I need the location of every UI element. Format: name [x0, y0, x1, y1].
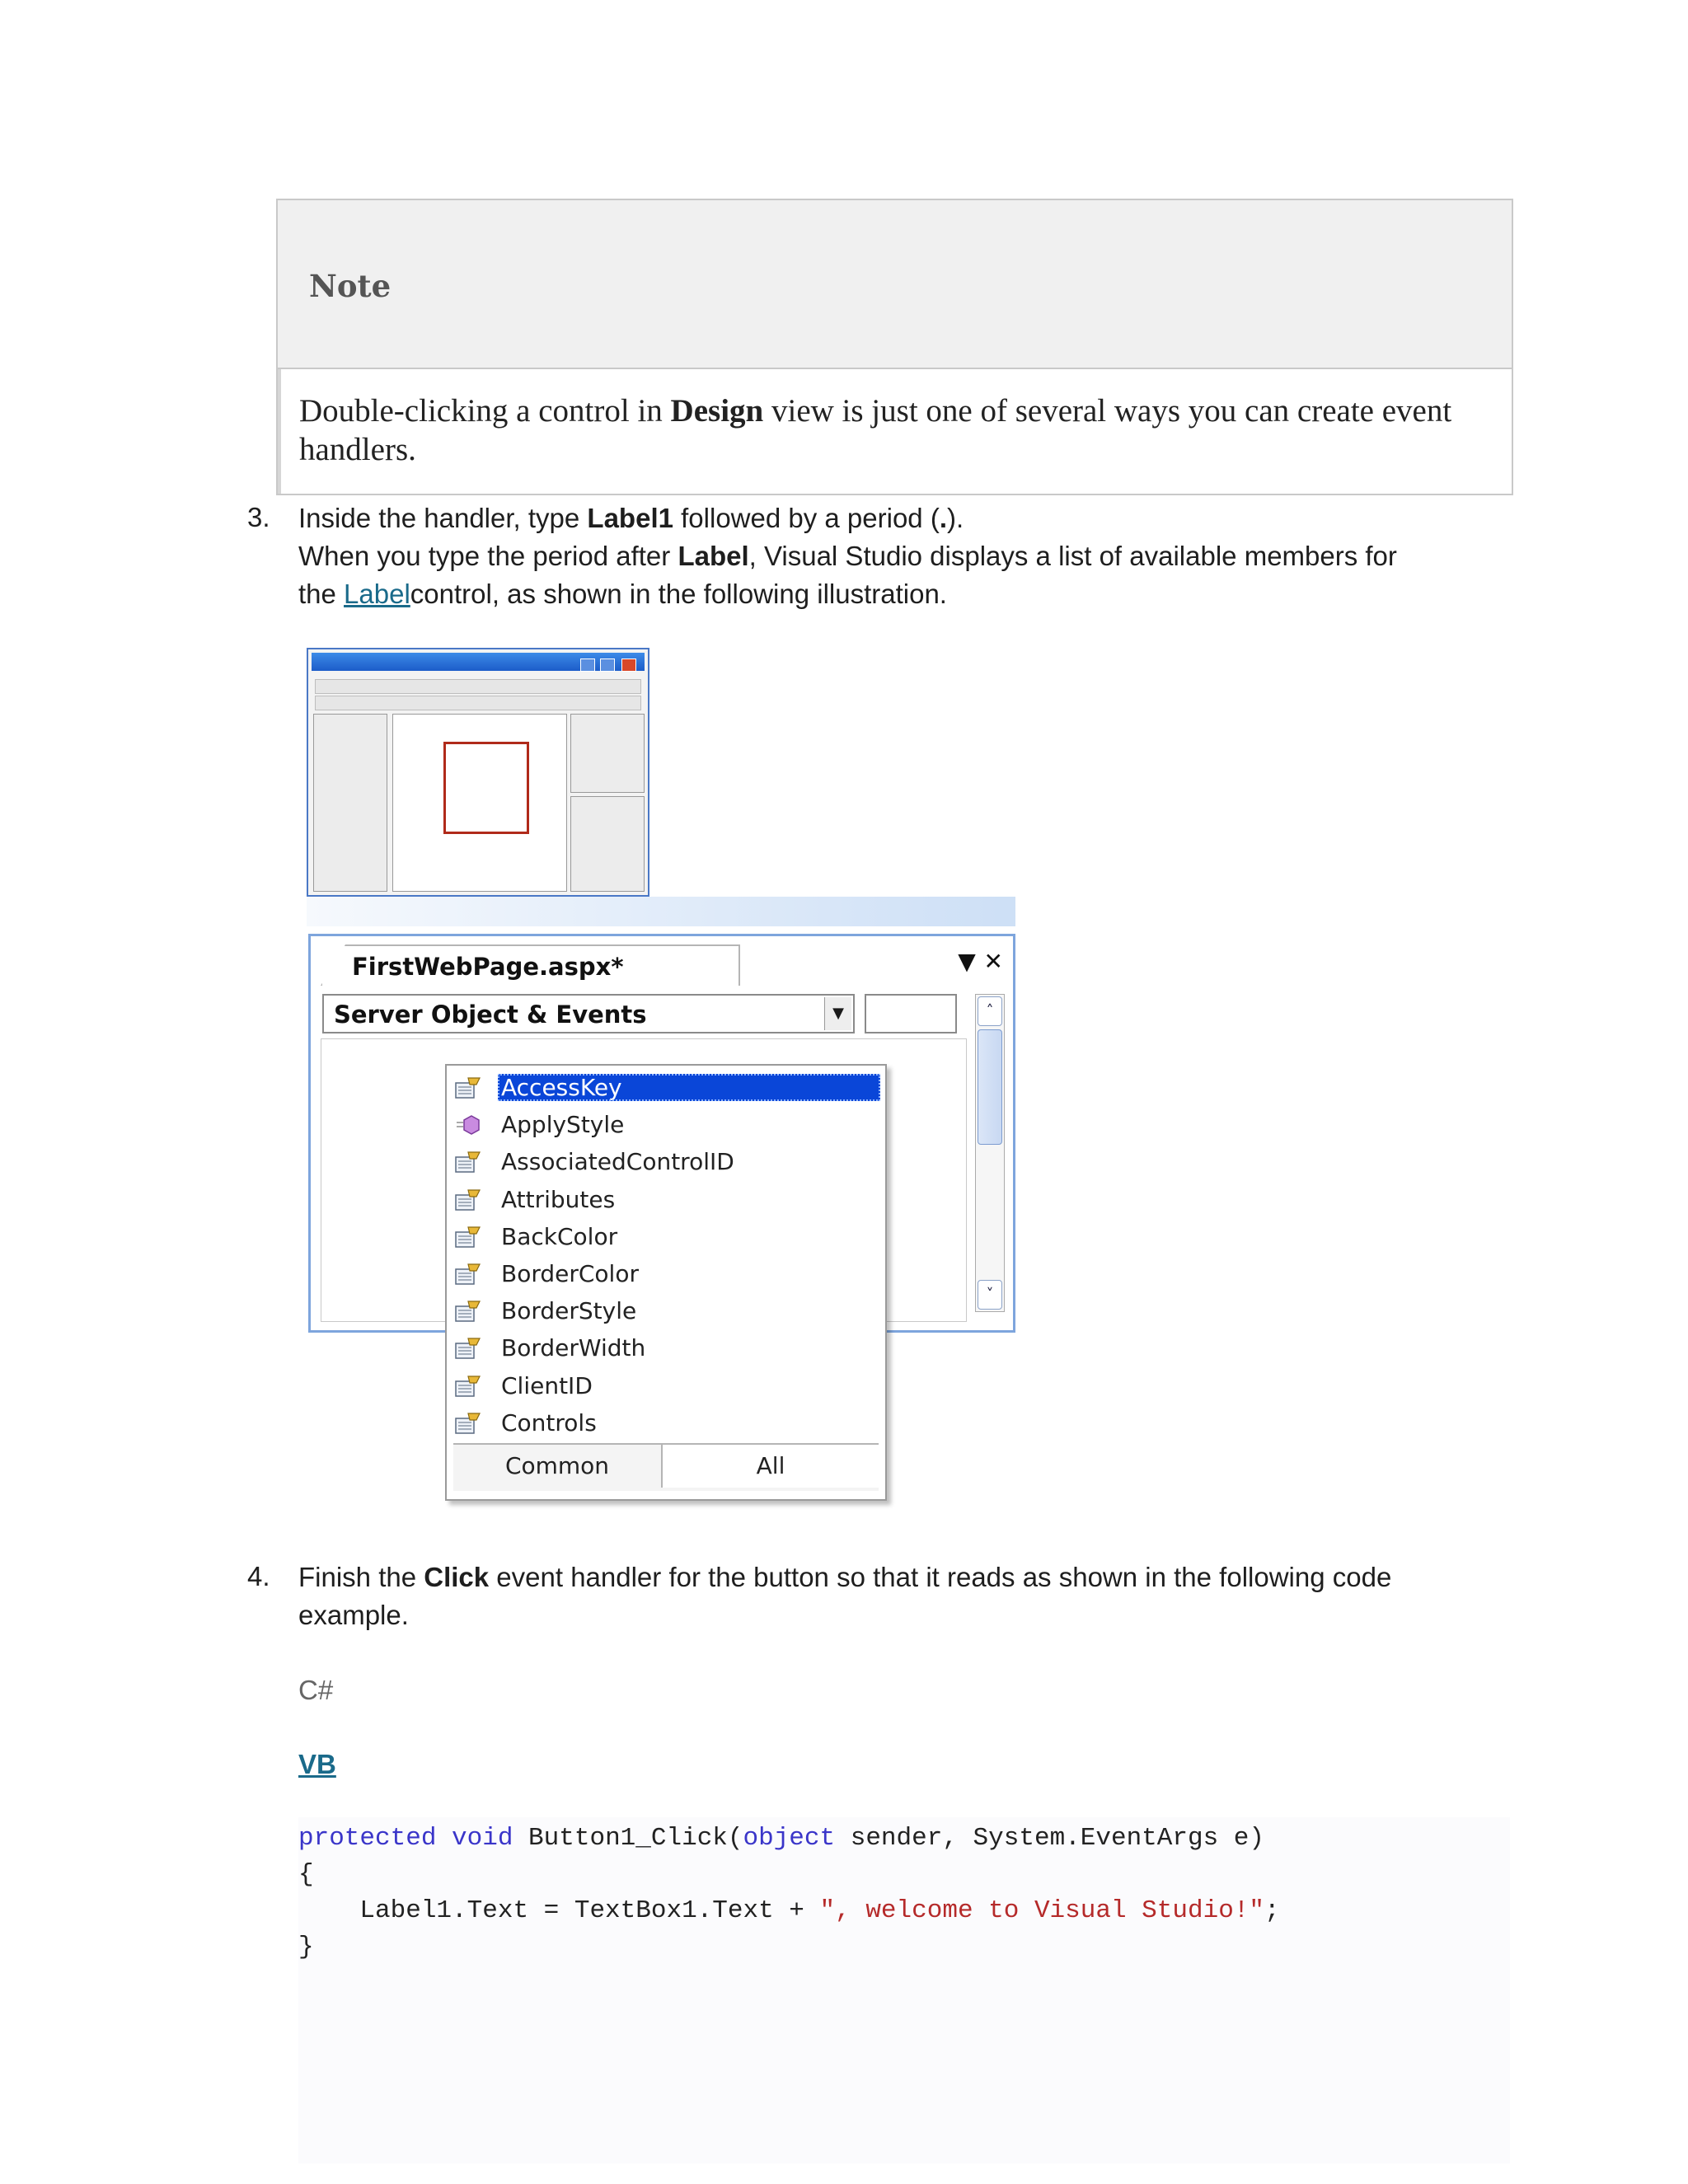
- mini-highlight-box: [443, 742, 529, 834]
- mini-menu-bar: [315, 679, 641, 694]
- mini-window-thumbnail: [307, 648, 649, 897]
- member-item[interactable]: [447, 1404, 885, 1441]
- member-label: ApplyStyle: [501, 1111, 625, 1139]
- property-icon: [453, 1411, 483, 1436]
- member-label: ClientID: [501, 1371, 593, 1399]
- label-link[interactable]: Label: [344, 579, 410, 609]
- intellisense-list[interactable]: [445, 1064, 887, 1501]
- note-body: [299, 391, 1486, 469]
- mini-right-pane-bottom: [570, 796, 645, 892]
- code-block: [298, 1817, 1510, 2163]
- text-span: event handler for the button so that it reads as shown in the following code: [489, 1562, 1392, 1592]
- text-span: followed by a period (: [673, 503, 940, 533]
- member-item[interactable]: [447, 1181, 885, 1218]
- member-item[interactable]: [447, 1292, 885, 1329]
- bold-period: .: [939, 503, 947, 533]
- property-icon: [453, 1299, 483, 1324]
- maximize-icon: [600, 658, 615, 672]
- text-span: Finish the: [298, 1562, 424, 1592]
- text-span: When you type the period after: [298, 541, 678, 571]
- mini-left-pane: [313, 714, 387, 892]
- code-string: ", welcome to Visual Studio!": [819, 1896, 1265, 1925]
- method-icon: [453, 1113, 483, 1137]
- text-span: , Visual Studio displays a list of available members for: [748, 541, 1397, 571]
- member-label: AccessKey: [498, 1074, 880, 1101]
- property-icon: [453, 1336, 483, 1361]
- note-text-end: view is just one of several ways you can create event handlers.: [299, 393, 1452, 467]
- bold-label1: Label1: [587, 503, 673, 533]
- tab-tools[interactable]: ▼ ✕: [958, 948, 1003, 975]
- code-text: Button1_Click(: [513, 1824, 743, 1853]
- lang-csharp[interactable]: C#: [298, 1675, 334, 1705]
- property-icon: [453, 1076, 483, 1100]
- note-header: [278, 200, 1512, 369]
- code-line-2: {: [298, 1860, 314, 1889]
- scroll-thumb[interactable]: [978, 1029, 1002, 1145]
- filter-tabs: [453, 1443, 879, 1491]
- step-4-line-1: [298, 1558, 1502, 1596]
- step-3-text: [298, 499, 1502, 613]
- member-item[interactable]: [447, 1106, 885, 1143]
- member-label: AssociatedControlID: [501, 1148, 734, 1176]
- tab-common[interactable]: Common: [504, 1452, 610, 1479]
- note-bold-design: Design: [670, 393, 764, 429]
- step-3-line-1: [298, 499, 1502, 537]
- member-item[interactable]: [447, 1255, 885, 1292]
- text-span: the: [298, 579, 345, 609]
- step-3-number: 3.: [247, 502, 270, 532]
- member-label: Controls: [501, 1408, 597, 1436]
- property-icon: [453, 1374, 483, 1399]
- member-dropdown[interactable]: [865, 994, 957, 1033]
- member-item[interactable]: [447, 1329, 885, 1366]
- property-icon: [453, 1150, 483, 1174]
- member-item[interactable]: [447, 1367, 885, 1404]
- zoom-callout: [307, 897, 1015, 926]
- bold-click: Click: [424, 1562, 490, 1592]
- member-item[interactable]: [447, 1218, 885, 1255]
- bold-label: Label: [678, 541, 749, 571]
- step-4-number: 4.: [247, 1561, 270, 1591]
- object-events-dropdown[interactable]: [322, 994, 855, 1033]
- property-icon: [453, 1188, 483, 1212]
- mini-right-pane-top: [570, 714, 645, 793]
- property-icon: [453, 1262, 483, 1286]
- step-3-line-2: [298, 537, 1502, 575]
- code-keyword: protected void: [298, 1824, 513, 1853]
- note-title: Note: [309, 268, 392, 304]
- mini-title-bar: [312, 653, 645, 671]
- lang-vb-link[interactable]: VB: [298, 1749, 336, 1779]
- chevron-down-icon[interactable]: ▼: [824, 997, 851, 1030]
- code-text: Label1.Text = TextBox1.Text +: [298, 1896, 820, 1925]
- vertical-scrollbar[interactable]: [975, 994, 1005, 1312]
- code-line-4: }: [298, 1933, 314, 1961]
- close-icon: [621, 658, 636, 672]
- text-span: Inside the handler, type: [298, 503, 588, 533]
- property-icon: [453, 1225, 483, 1249]
- step-4-text: [298, 1558, 1502, 1634]
- member-item[interactable]: [447, 1069, 885, 1106]
- step-3-line-3: [298, 575, 1502, 613]
- document-tab-label: FirstWebPage.aspx*: [352, 953, 624, 981]
- minimize-icon: [580, 658, 595, 672]
- code-text: ;: [1264, 1896, 1280, 1925]
- member-label: Attributes: [501, 1185, 616, 1213]
- scroll-up-icon[interactable]: ˄: [978, 996, 1002, 1026]
- code-line-1: [298, 1824, 1264, 1853]
- member-item[interactable]: [447, 1143, 885, 1180]
- code-line-3: [298, 1896, 1280, 1925]
- member-label: BorderColor: [501, 1260, 639, 1287]
- member-label: BorderStyle: [501, 1297, 637, 1325]
- code-text: sender, System.EventArgs e): [835, 1824, 1265, 1853]
- step-4-line-2: example.: [298, 1600, 409, 1630]
- member-label: BackColor: [501, 1222, 618, 1250]
- member-label: BorderWidth: [501, 1334, 646, 1362]
- text-span: ).: [947, 503, 964, 533]
- mini-toolbar: [315, 696, 641, 710]
- object-events-label: Server Object & Events: [334, 1001, 647, 1029]
- code-keyword: object: [743, 1824, 836, 1853]
- note-box: [276, 199, 1513, 495]
- tab-all[interactable]: All: [661, 1445, 879, 1488]
- text-span: control, as shown in the following illustration.: [410, 579, 947, 609]
- note-text: Double-clicking a control in: [299, 393, 671, 429]
- scroll-down-icon[interactable]: ˅: [978, 1280, 1002, 1310]
